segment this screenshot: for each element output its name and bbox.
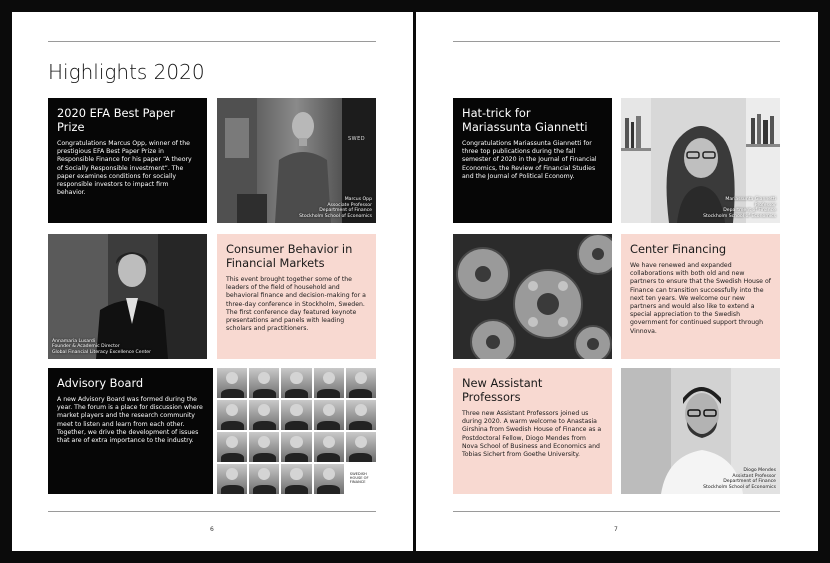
caption-department: Department of Finance	[319, 208, 372, 214]
board-member-portrait	[314, 400, 344, 430]
board-member-portrait	[249, 400, 279, 430]
board-member-portrait	[217, 400, 247, 430]
board-member-portrait	[281, 464, 311, 494]
hat-trick-heading: Hat-trick for Mariassunta Giannetti	[462, 106, 588, 134]
diogo-mendes-caption	[703, 468, 776, 490]
assistant-professors-heading: New Assistant Professors	[462, 376, 543, 404]
center-financing-card	[621, 234, 780, 359]
board-member-portrait	[249, 368, 279, 398]
mariassunta-giannetti-photo	[621, 98, 780, 223]
marcus-opp-caption	[299, 197, 372, 219]
board-member-portrait	[281, 368, 311, 398]
caption-title: Founder & Academic Director	[52, 344, 120, 350]
caption-name: Marcus Opp	[344, 197, 372, 203]
board-member-portrait	[249, 464, 279, 494]
hat-trick-body: Congratulations Mariassunta Giannetti for three top publications during the fall semester of 2020 in the Journal of Financial Economics, the Review of Financial Studies and the Journal of Political Economy.	[462, 140, 597, 180]
left-page	[12, 12, 413, 551]
efa-prize-body: Congratulations Marcus Opp, winner of the prestigious EFA Best Paper Prize in Responsible Finance for his paper “A theory of Socially Responsible investment”. The paper examines conditions for socially responsible investors to impact firm behavior.	[57, 140, 192, 197]
consumer-behavior-card	[217, 234, 376, 359]
swedish-house-of-finance-logo: SWEDISH HOUSE OF FINANCE	[346, 464, 376, 494]
advisory-board-heading: Advisory Board	[57, 376, 144, 390]
board-member-portrait	[346, 400, 376, 430]
bottom-rule	[453, 511, 780, 512]
page-title: Highlights 2020	[48, 60, 205, 84]
board-member-portrait	[314, 368, 344, 398]
page-number: 6	[210, 526, 214, 533]
board-member-portrait	[217, 464, 247, 494]
bottom-rule	[48, 511, 376, 512]
caption-name: Diogo Mendes	[743, 468, 776, 474]
hat-trick-card	[453, 98, 612, 223]
mariassunta-giannetti-caption	[703, 197, 776, 219]
marcus-opp-photo	[217, 98, 376, 223]
top-rule	[48, 41, 376, 42]
gears-photo	[453, 234, 612, 359]
caption-school: Stockholm School of Economics	[299, 213, 372, 219]
efa-prize-heading: 2020 EFA Best Paper Prize	[57, 106, 175, 134]
advisory-board-body: A new Advisory Board was formed during the year. The forum is a place for discussion where market players and the research community meet to listen and learn from each other. Together, we drive the development of issues that are of extra importance to the industry.	[57, 396, 203, 445]
center-financing-body: We have renewed and expanded collaborations with both old and new partners to ensure that the Swedish House of Finance can transition successfully into the next ten years. We welcome our new partners and would also like to extend a special appreciation to the Swedish government for continued support through Vinnova.	[630, 262, 771, 335]
board-member-portrait	[217, 432, 247, 462]
swed-sign-text: SWED	[348, 136, 366, 142]
caption-school: Stockholm School of Economics	[703, 213, 776, 219]
caption-title: Associate Professor	[327, 202, 372, 208]
consumer-behavior-body: This event brought together some of the leaders of the field of household and behavioral finance and decision-making for a three-day conference in Stockholm, Sweden. The first conference day featured keynote presentations and panels with leading scholars and practitioners.	[226, 276, 366, 333]
annamaria-lusardi-photo	[48, 234, 207, 359]
board-member-portrait	[281, 400, 311, 430]
caption-title: Professor	[754, 202, 776, 208]
advisory-board-card	[48, 368, 213, 494]
center-financing-heading: Center Financing	[630, 242, 727, 256]
board-member-portrait	[346, 368, 376, 398]
caption-organization: Global Financial Literacy Excellence Center	[52, 349, 152, 355]
board-member-portrait	[314, 432, 344, 462]
top-rule	[453, 41, 780, 42]
annamaria-lusardi-caption	[52, 339, 151, 355]
board-member-portrait	[281, 432, 311, 462]
advisory-board-portrait-grid	[217, 368, 376, 494]
board-member-portrait	[217, 368, 247, 398]
caption-department: Department of Finance	[723, 208, 776, 214]
efa-prize-card	[48, 98, 207, 223]
board-member-portrait	[314, 464, 344, 494]
assistant-professors-body: Three new Assistant Professors joined us during 2020. A warm welcome to Anastasia Girshina from Swedish House of Finance as a Postdoctoral Fellow, Diogo Mendes from Nova School of Business and Economics and Tobias Sichert from Goethe University.	[462, 410, 602, 459]
board-member-portrait	[346, 432, 376, 462]
caption-name: Mariassunta Giannetti	[725, 197, 776, 203]
gears-image	[453, 234, 612, 359]
assistant-professors-card	[453, 368, 612, 494]
right-page	[416, 12, 818, 551]
board-member-portrait	[249, 432, 279, 462]
caption-department: Department of Finance	[723, 479, 776, 485]
caption-school: Stockholm School of Economics	[703, 484, 776, 490]
caption-name: Annamaria Lusardi	[52, 338, 96, 344]
diogo-mendes-photo	[621, 368, 780, 494]
caption-title: Assistant Professor	[732, 473, 776, 479]
consumer-behavior-heading: Consumer Behavior in Financial Markets	[226, 242, 353, 270]
page-number: 7	[614, 526, 618, 533]
